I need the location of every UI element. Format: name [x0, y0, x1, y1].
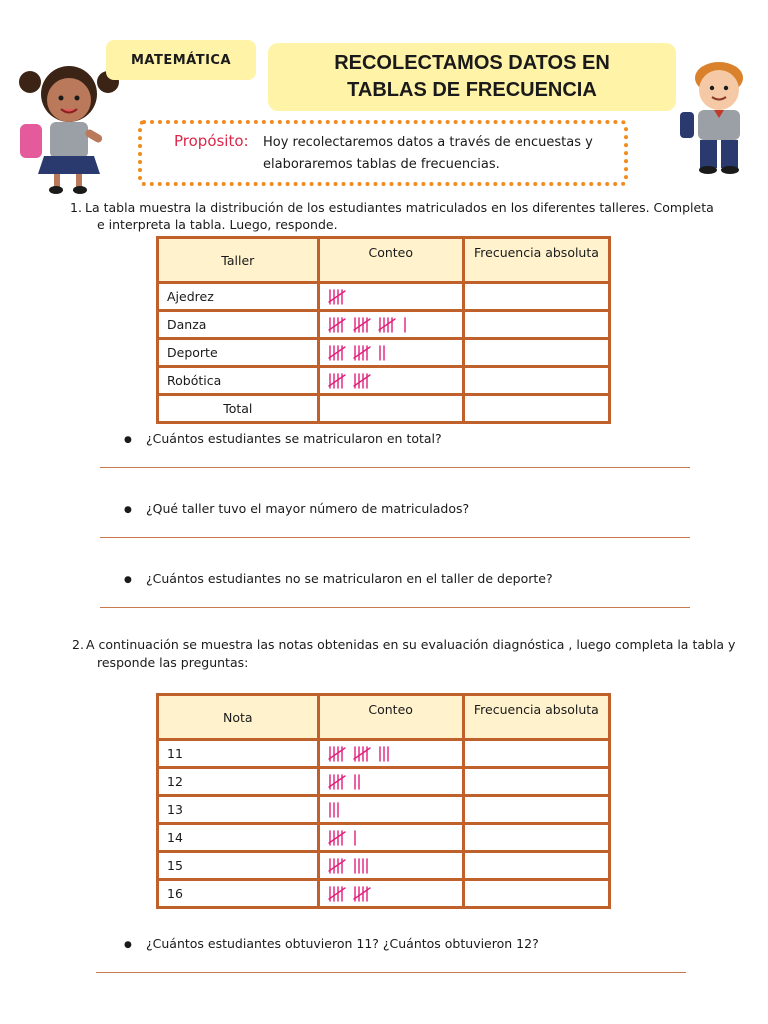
- tally-marks: [328, 745, 394, 763]
- table-row: [158, 283, 610, 311]
- row-label: Danza: [158, 311, 319, 339]
- bullet-icon: ●: [124, 505, 132, 515]
- table-header-conteo: Conteo: [318, 238, 463, 283]
- section-1-text-line-2: e interpreta la tabla. Luego, responde.: [97, 217, 338, 232]
- tally-cell: [318, 311, 463, 339]
- tally-cell: [318, 283, 463, 311]
- frequency-input-cell[interactable]: [463, 880, 609, 908]
- bullet-icon: ●: [124, 575, 132, 585]
- tally-marks: [328, 288, 357, 306]
- tally-cell: [318, 852, 463, 880]
- tally-marks: [328, 801, 344, 819]
- section-2-number: 2.: [72, 637, 84, 652]
- frequency-input-cell[interactable]: [463, 339, 609, 367]
- purpose-text-line-2: elaboraremos tablas de frecuencias.: [263, 157, 500, 172]
- answer-line-4[interactable]: [96, 972, 686, 973]
- section-2-text-line-2: responde las preguntas:: [97, 655, 249, 670]
- row-label: Ajedrez: [158, 283, 319, 311]
- tally-cell: [318, 768, 463, 796]
- tally-marks: [328, 857, 373, 875]
- tally-cell: [318, 824, 463, 852]
- total-tally-cell[interactable]: [318, 395, 463, 423]
- table-header-frecuencia: Frecuencia absoluta: [463, 238, 609, 283]
- page-title: [268, 43, 676, 111]
- question-3: ● ¿Cuántos estudiantes no se matricularon en el taller de deporte?: [124, 571, 553, 586]
- table-row: [158, 367, 610, 395]
- tally-cell: [318, 740, 463, 768]
- subject-label: MATEMÁTICA: [106, 40, 256, 80]
- row-label: Deporte: [158, 339, 319, 367]
- section-1-number: 1.: [70, 200, 82, 215]
- frequency-input-cell[interactable]: [463, 796, 609, 824]
- frequency-input-cell[interactable]: [463, 311, 609, 339]
- total-label: Total: [158, 395, 319, 423]
- frequency-input-cell[interactable]: [463, 768, 609, 796]
- tally-cell: [318, 339, 463, 367]
- purpose-label: Propósito:: [174, 132, 249, 150]
- tally-marks: [328, 316, 411, 334]
- frequency-input-cell[interactable]: [463, 740, 609, 768]
- question-4: ● ¿Cuántos estudiantes obtuvieron 11? ¿Cuántos obtuvieron 12?: [124, 936, 539, 951]
- table-row: [158, 768, 610, 796]
- page-title-line-1: RECOLECTAMOS DATOS EN: [334, 52, 610, 74]
- row-label: 12: [158, 768, 319, 796]
- answer-line-2[interactable]: [100, 537, 690, 538]
- boy-student-illustration: [676, 60, 762, 175]
- bullet-icon: ●: [124, 940, 132, 950]
- purpose-text-line-1: Hoy recolectaremos datos a través de encuestas y: [263, 135, 593, 150]
- table-row: [158, 339, 610, 367]
- total-frequency-cell[interactable]: [463, 395, 609, 423]
- table-row: [158, 824, 610, 852]
- row-label: 14: [158, 824, 319, 852]
- tally-cell: [318, 880, 463, 908]
- tally-marks: [328, 773, 365, 791]
- tally-cell: [318, 796, 463, 824]
- frequency-input-cell[interactable]: [463, 283, 609, 311]
- table-header-taller: Taller: [158, 238, 319, 283]
- page-title-line-2: TABLAS DE FRECUENCIA: [347, 79, 597, 101]
- question-2: ● ¿Qué taller tuvo el mayor número de matriculados?: [124, 501, 470, 516]
- table-row: [158, 740, 610, 768]
- frequency-input-cell[interactable]: [463, 824, 609, 852]
- table-header-frecuencia: Frecuencia absoluta: [463, 695, 609, 740]
- table-row-total: [158, 395, 610, 423]
- question-1: ● ¿Cuántos estudiantes se matricularon en total?: [124, 431, 442, 446]
- answer-line-1[interactable]: [100, 467, 690, 468]
- table-row: [158, 796, 610, 824]
- row-label: 13: [158, 796, 319, 824]
- table-header-conteo: Conteo: [318, 695, 463, 740]
- tally-cell: [318, 367, 463, 395]
- workshops-frequency-table: [156, 236, 611, 424]
- table-header-nota: Nota: [158, 695, 319, 740]
- frequency-input-cell[interactable]: [463, 852, 609, 880]
- frequency-input-cell[interactable]: [463, 367, 609, 395]
- row-label: 15: [158, 852, 319, 880]
- row-label: 11: [158, 740, 319, 768]
- tally-marks: [328, 344, 390, 362]
- table-row: [158, 311, 610, 339]
- section-2-text-line-1: A continuación se muestra las notas obtenidas en su evaluación diagnóstica , luego completa la tabla y: [86, 637, 736, 652]
- tally-marks: [328, 885, 382, 903]
- row-label: 16: [158, 880, 319, 908]
- table-row: [158, 852, 610, 880]
- grades-frequency-table: [156, 693, 611, 909]
- table-row: [158, 880, 610, 908]
- answer-line-3[interactable]: [100, 607, 690, 608]
- bullet-icon: ●: [124, 435, 132, 445]
- tally-marks: [328, 829, 361, 847]
- section-1-text-line-1: La tabla muestra la distribución de los estudiantes matriculados en los diferentes talleres. Completa: [85, 200, 714, 215]
- purpose-box: [138, 120, 628, 186]
- tally-marks: [328, 372, 382, 390]
- girl-student-illustration: [14, 62, 124, 197]
- row-label: Robótica: [158, 367, 319, 395]
